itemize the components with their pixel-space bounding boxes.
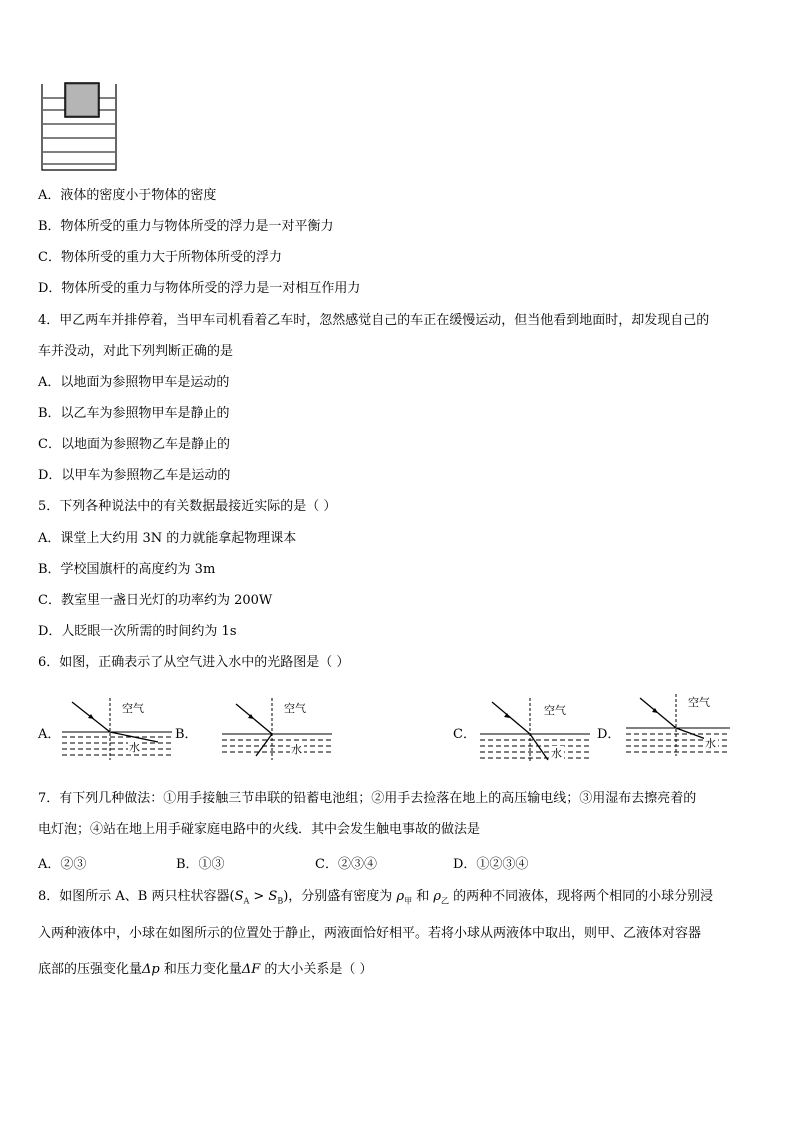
q7-option-c: C．②③④ <box>315 857 377 872</box>
air-label-d: 空气 <box>688 696 710 709</box>
water-label-d: 水 <box>705 737 716 750</box>
refraction-diagram-c <box>480 694 590 766</box>
q7-option-a: A．②③ <box>38 857 87 872</box>
q4-stem-line2: 车并没动，对此下列判断正确的是 <box>38 344 234 359</box>
q4-option-c: C．以地面为参照物乙车是静止的 <box>38 437 230 452</box>
q5-option-c: C．教室里一盏日光灯的功率约为 200W <box>38 593 273 608</box>
q5-option-d: D．人眨眼一次所需的时间约为 1s <box>38 624 237 639</box>
q4-option-d: D．以甲车为参照物乙车是运动的 <box>38 468 231 483</box>
q5-option-b: B．学校国旗杆的高度约为 3m <box>38 562 216 577</box>
q6-label-b: B． <box>175 727 198 742</box>
q8-stem-line3: 底部的压强变化量Δp 和压力变化量ΔF 的大小关系是（ ） <box>38 962 373 977</box>
water-label-b: 水 <box>291 743 302 756</box>
refraction-diagram-a <box>62 694 172 766</box>
air-label-c: 空气 <box>544 704 566 717</box>
q4-option-b: B．以乙车为参照物甲车是静止的 <box>38 406 230 421</box>
q6-label-c: C． <box>453 727 476 742</box>
q5-option-a: A．课堂上大约用 3N 的力就能拿起物理课本 <box>38 531 297 546</box>
water-label-c: 水 <box>551 747 562 760</box>
q6-label-a: A． <box>38 727 61 742</box>
q7-stem-line2: 电灯泡；④站在地上用手碰家庭电路中的火线．其中会发生触电事故的做法是 <box>38 822 481 837</box>
q3-option-b: B．物体所受的重力与物体所受的浮力是一对平衡力 <box>38 219 334 234</box>
q3-option-c: C．物体所受的重力大于所物体所受的浮力 <box>38 250 282 265</box>
refraction-diagram-b <box>222 694 332 766</box>
q4-stem-line1: 4．甲乙两车并排停着，当甲车司机看着乙车时，忽然感觉自己的车正在缓慢运动，但当他看到地面时，却发现自己的 <box>38 313 710 328</box>
q3-option-d: D．物体所受的重力与物体所受的浮力是一对相互作用力 <box>38 281 361 296</box>
q8-stem-line2: 入两种液体中，小球在如图所示的位置处于静止，两液面恰好相平。若将小球从两液体中取出，则甲、乙液体对容器 <box>38 926 702 941</box>
q4-option-a: A．以地面为参照物甲车是运动的 <box>38 375 230 390</box>
q5-stem: 5．下列各种说法中的有关数据最接近实际的是（ ） <box>38 499 337 514</box>
q7-option-b: B．①③ <box>176 857 225 872</box>
q7-stem-line1: 7．有下列几种做法：①用手接触三节串联的铅蓄电池组；②用手去捡落在地上的高压输电线；③用湿布去擦亮着的 <box>38 791 697 806</box>
refraction-diagram-d <box>626 690 732 762</box>
air-label-a: 空气 <box>122 702 144 715</box>
q7-options-row <box>38 853 738 871</box>
water-label-a: 水 <box>129 741 140 754</box>
container-block-figure <box>36 80 122 172</box>
q3-option-a: A．液体的密度小于物体的密度 <box>38 188 217 203</box>
q7-option-d: D．①②③④ <box>453 857 529 872</box>
q6-stem: 6．如图，正确表示了从空气进入水中的光路图是（ ） <box>38 655 350 670</box>
q6-label-d: D． <box>597 727 621 742</box>
air-label-b: 空气 <box>284 702 306 715</box>
q8-stem-line1: 8．如图所示 A、B 两只柱状容器$(S_A > S_B)$，分别盛有密度为 $\rho_甲$ 和 $\rho_乙$ 的两种不同液体，现将两个相同的小球分别浸 <box>38 889 714 906</box>
